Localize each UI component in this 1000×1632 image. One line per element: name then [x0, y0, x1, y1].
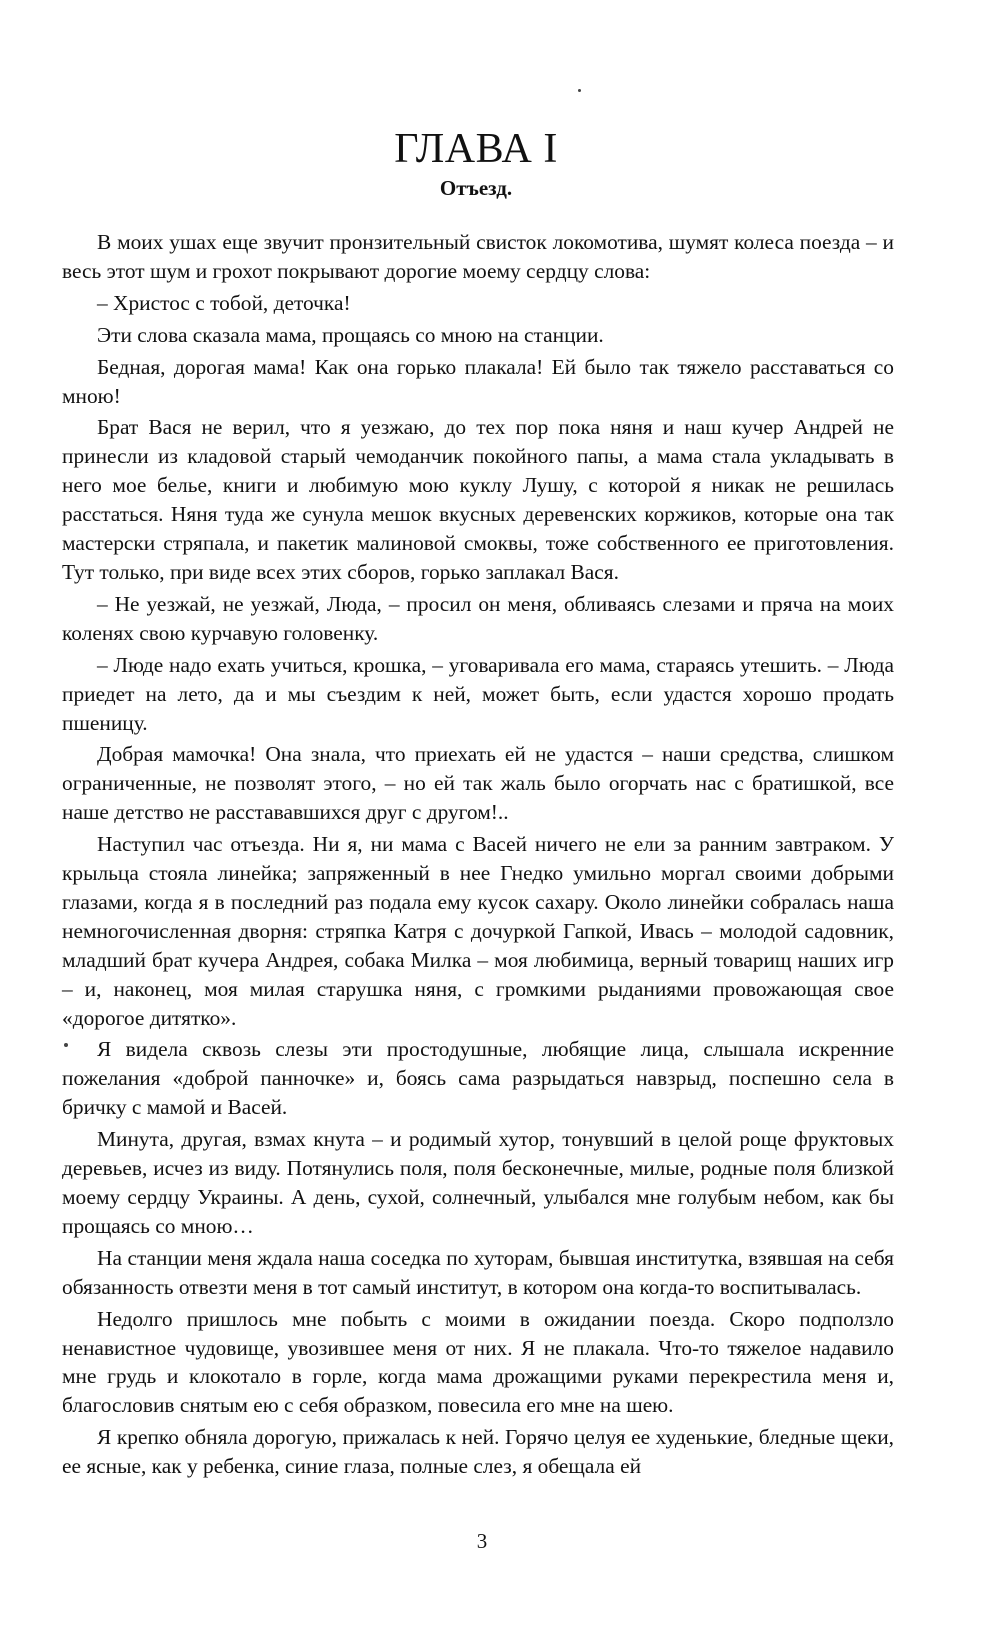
paragraph: Добрая мамочка! Она знала, что приехать ей не удастся – наши средства, слишком ограниченные, не позволят этого, – но ей так жаль было огорчать нас с братишкой, все наше детство не расстававшихся друг с другом!..: [62, 742, 894, 825]
paragraph: Я крепко обняла дорогую, прижалась к ней. Горячо целуя ее худенькие, бледные щеки, ее ясные, как у ребенка, синие глаза, полные слез, я обещала ей: [62, 1425, 894, 1479]
paragraph: Эти слова сказала мама, прощаясь со мною на станции.: [97, 322, 604, 347]
print-speck: [578, 89, 581, 92]
chapter-subtitle: Отъезд.: [439, 176, 513, 200]
paragraph: Бедная, дорогая мама! Как она горько плакала! Ей было так тяжело расставаться со мною!: [62, 354, 894, 408]
body-text: [62, 228, 894, 1484]
chapter-title: ГЛАВА I: [394, 126, 558, 172]
paragraph: Я видела сквозь слезы эти простодушные, любящие лица, слышала искренние пожелания «доброй панночке» и, боясь сама разрыдаться навзрыд, поспешно села в бричку с мамой и Васей.: [62, 1037, 894, 1120]
paragraph: В моих ушах еще звучит пронзительный свисток локомотива, шумят колеса поезда – и весь этот шум и грохот покрывают дорогие моему сердцу слова:: [62, 230, 894, 283]
paragraph: – Не уезжай, не уезжай, Люда, – просил он меня, обливаясь слезами и пряча на моих коленях свою курчавую головенку.: [62, 591, 894, 645]
paragraph: Минута, другая, взмах кнута – и родимый хутор, тонувший в целой роще фруктовых деревьев, исчез из виду. Потянулись поля, поля бесконечные, милые, родные поля близкой моему сердцу Украины. А день, сухой, солнечный, улыбался мне голубым небом, как бы прощаясь со мною…: [62, 1127, 894, 1238]
paragraph: Недолго пришлось мне побыть с моими в ожидании поезда. Скоро подползло ненавистное чудовище, увозившее меня от них. Я не плакала. Что-то тяжелое надавило мне грудь и клокотало в горле, когда мама дрожащими руками перекрестила меня и, благословив снятым ею с себя образком, повесила его мне на шею.: [62, 1306, 894, 1418]
paragraph: – Люде надо ехать учиться, крошка, – уговаривала его мама, стараясь утешить. – Люда приедет на лето, да и мы съездим к ней, может быть, если удастся хорошо продать пшеницу.: [62, 652, 894, 735]
paragraph: Брат Вася не верил, что я уезжаю, до тех пор пока няня и наш кучер Андрей не принесли из кладовой старый чемоданчик покойного папы, а мама стала укладывать в него мое белье, книги и любимую мою куклу Лушу, с которой я никак не решилась расстаться. Няня туда же сунула мешок вкусных деревенских коржиков, которые она так мастерски стряпала, и пакетик малиновой смоквы, тоже собственного ее приготовления. Тут только, при виде всех этих сборов, горько заплакал Вася.: [62, 415, 894, 584]
paragraph: На станции меня ждала наша соседка по хуторам, бывшая институтка, взявшая на себя обязанность отвезти меня в тот самый институт, в котором она когда-то воспитывалась.: [62, 1245, 894, 1299]
page-number: 3: [476, 1529, 488, 1553]
paragraph: – Христос с тобой, деточка!: [97, 290, 351, 315]
paragraph: Наступил час отъезда. Ни я, ни мама с Васей ничего не ели за ранним завтраком. У крыльца стояла линейка; запряженный в нее Гнедко умильно моргал своими добрыми глазами, когда я в последний раз подала ему кусок сахару. Около линейки собралась наша немногочисленная дворня: стряпка Катря с дочуркой Гапкой, Ивась – молодой садовник, младший брат кучера Андрея, собака Милка – моя любимица, верный товарищ наших игр – и, наконец, моя милая старушка няня, с громкими рыданиями провожающая свое «дорогое дитятко».: [62, 832, 894, 1030]
